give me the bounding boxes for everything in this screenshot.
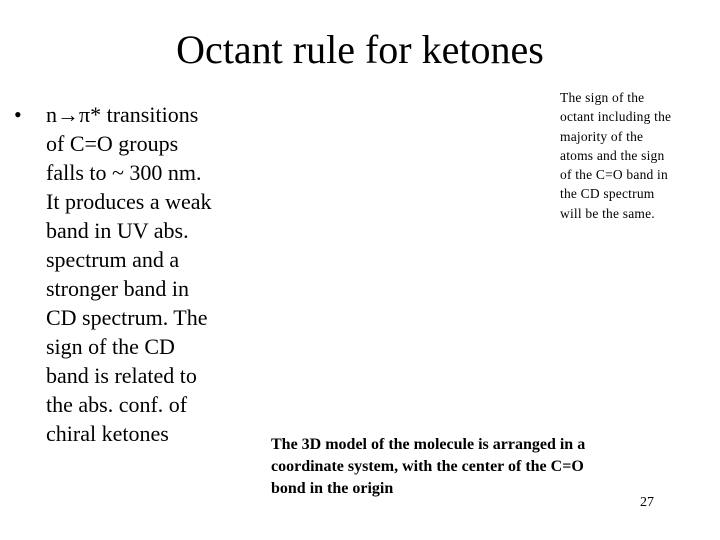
model-description-note [271,434,631,500]
note-line: of the C=O band in [560,167,668,183]
note-line: the CD spectrum [560,186,655,202]
note-line: bond in the origin [271,480,394,497]
bullet-line: the abs. conf. of [46,392,188,417]
bullet-line: spectrum and a [46,247,180,272]
bullet-line: falls to ~ 300 nm. [46,160,202,185]
bullet-line: band is related to [46,363,197,388]
note-line: majority of the [560,128,644,144]
bullet-line: band in UV abs. [46,218,189,243]
note-line: atoms and the sign [560,147,665,163]
bullet-line: n→π* transitions [46,102,199,127]
bullet-line: stronger band in [46,276,189,301]
bullet-line: sign of the CD [46,334,175,359]
bullet-marker: • [14,102,22,127]
page-number: 27 [640,495,654,510]
note-line: The 3D model of the molecule is arranged in a [271,436,586,453]
slide-title: Octant rule for ketones [176,27,544,72]
note-line: will be the same. [560,205,655,221]
bullet-line: CD spectrum. The [46,305,208,330]
bullet-text [46,100,256,448]
octant-sign-note [560,88,710,223]
note-line: coordinate system, with the center of the C=O [271,458,584,475]
bullet-line: It produces a weak [46,189,212,214]
note-line: octant including the [560,109,672,125]
bullet-line: of C=O groups [46,131,179,156]
note-line: The sign of the [560,90,645,105]
bullet-line: chiral ketones [46,421,169,446]
